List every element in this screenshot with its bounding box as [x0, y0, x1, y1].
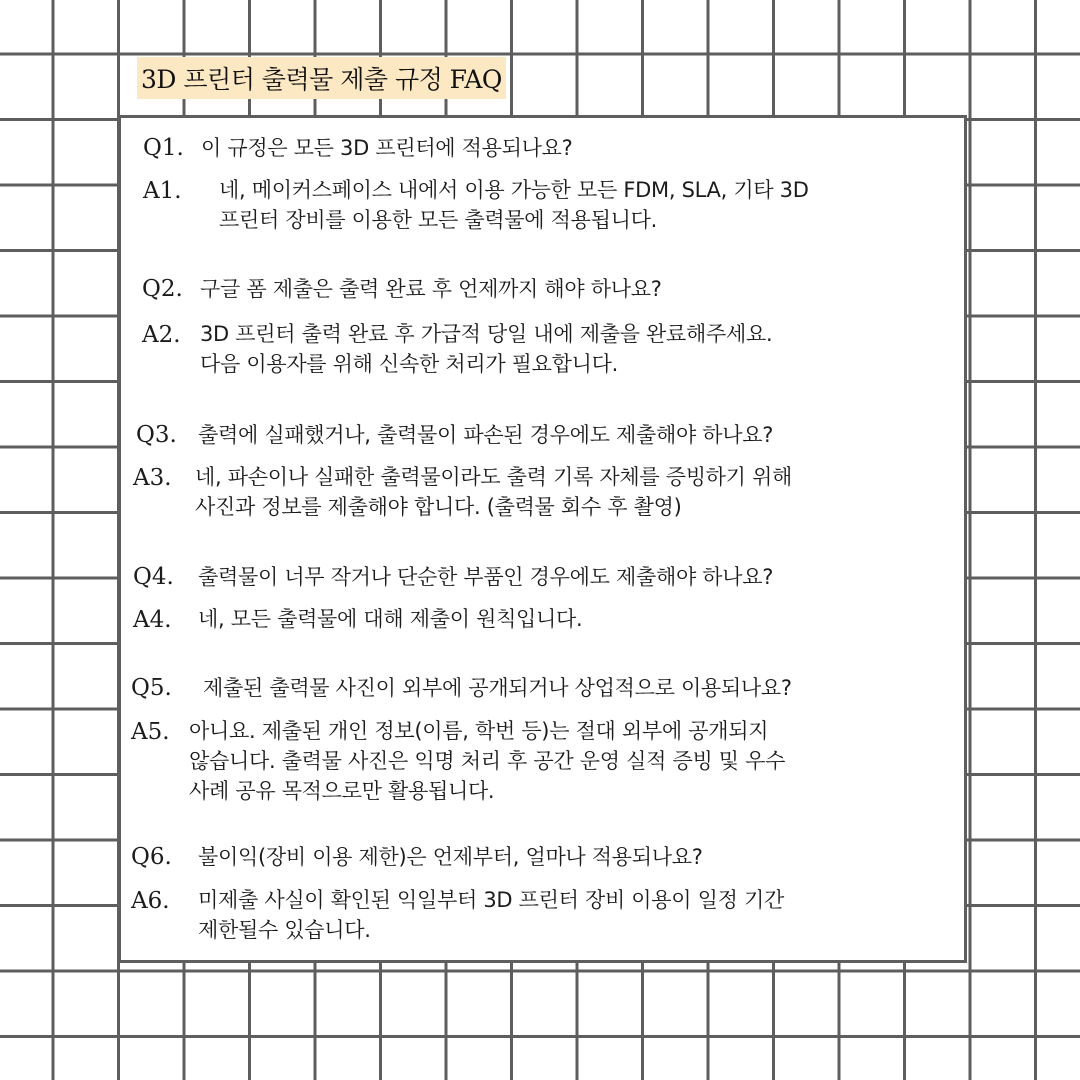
question-row — [131, 841, 703, 873]
answer-text — [198, 604, 582, 636]
question-text: 구글 폼 제출은 출력 완료 후 언제까지 해야 하나요? — [200, 277, 662, 301]
question-label: Q3. — [136, 422, 177, 448]
page-title: 3D 프린터 출력물 제출 규정 FAQ — [141, 65, 502, 94]
question-row — [131, 672, 792, 704]
answer-label: A4. — [133, 607, 172, 633]
question-label: Q2. — [142, 276, 183, 302]
answer-row — [133, 462, 792, 522]
answer-label: A3. — [133, 465, 172, 491]
answer-line: 않습니다. 출력물 사진은 익명 처리 후 공간 운영 실적 증빙 및 우수 — [189, 749, 786, 773]
answer-row — [131, 885, 784, 945]
answer-line: 네, 모든 출력물에 대해 제출이 원칙입니다. — [198, 607, 583, 631]
answer-row — [133, 604, 582, 636]
answer-line: 네, 파손이나 실패한 출력물이라도 출력 기록 자체를 증빙하기 위해 — [195, 465, 792, 489]
answer-line: 3D 프린터 출력 완료 후 가급적 당일 내에 제출을 완료해주세요. — [200, 322, 773, 346]
question-row — [133, 561, 773, 593]
title-banner — [137, 57, 506, 99]
answer-line: 다음 이용자를 위해 신속한 처리가 필요합니다. — [200, 352, 618, 376]
answer-label: A6. — [131, 888, 170, 914]
question-text: 출력에 실패했거나, 출력물이 파손된 경우에도 제출해야 하나요? — [198, 423, 774, 447]
answer-label: A1. — [143, 178, 182, 204]
answer-text — [198, 885, 784, 945]
question-row — [142, 273, 662, 305]
answer-line: 사진과 정보를 제출해야 합니다. (출력물 회수 후 촬영) — [195, 495, 682, 519]
question-text: 출력물이 너무 작거나 단순한 부품인 경우에도 제출해야 하나요? — [198, 565, 774, 589]
answer-line: 프린터 장비를 이용한 모든 출력물에 적용됩니다. — [219, 208, 657, 232]
answer-line: 사례 공유 목적으로만 활용됩니다. — [189, 779, 495, 803]
question-row — [143, 132, 572, 164]
answer-label: A5. — [131, 719, 170, 745]
answer-text — [219, 175, 809, 235]
answer-row — [131, 716, 785, 806]
question-label: Q1. — [143, 135, 184, 161]
question-label: Q4. — [133, 564, 174, 590]
answer-line: 아니요. 제출된 개인 정보(이름, 학번 등)는 절대 외부에 공개되지 — [189, 719, 769, 743]
question-text: 제출된 출력물 사진이 외부에 공개되거나 상업적으로 이용되나요? — [203, 676, 792, 700]
faq-panel — [118, 115, 967, 963]
answer-line: 네, 메이커스페이스 내에서 이용 가능한 모든 FDM, SLA, 기타 3D — [219, 178, 809, 202]
answer-text — [189, 716, 785, 806]
answer-text — [195, 462, 792, 522]
answer-line: 미제출 사실이 확인된 익일부터 3D 프린터 장비 이용이 일정 기간 — [198, 888, 784, 912]
question-label: Q6. — [131, 844, 172, 870]
answer-label: A2. — [142, 322, 181, 348]
answer-row — [143, 175, 809, 235]
question-text: 불이익(장비 이용 제한)은 언제부터, 얼마나 적용되나요? — [198, 845, 703, 869]
answer-line: 제한될수 있습니다. — [198, 918, 371, 942]
answer-text — [200, 319, 772, 379]
question-text: 이 규정은 모든 3D 프린터에 적용되나요? — [201, 136, 573, 160]
answer-row — [142, 319, 772, 379]
question-label: Q5. — [131, 675, 172, 701]
question-row — [136, 419, 773, 451]
